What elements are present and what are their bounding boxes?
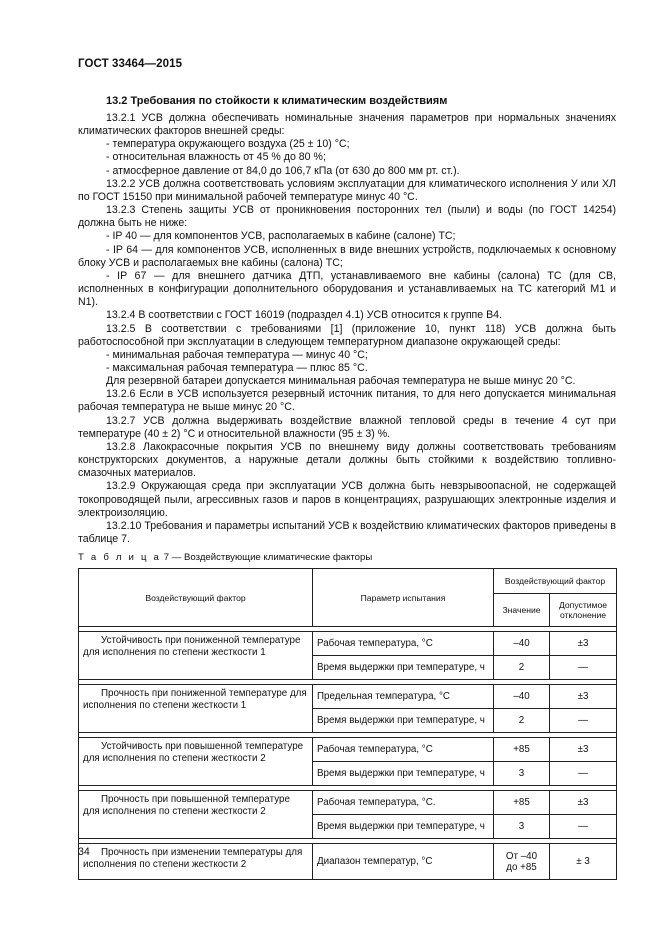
header-tolerance: Допустимое отклонение bbox=[550, 594, 617, 627]
table-caption bbox=[78, 552, 372, 563]
tolerance-cell: — bbox=[550, 709, 617, 733]
header-value: Значение bbox=[494, 594, 550, 627]
tolerance-cell: ±3 bbox=[550, 632, 617, 656]
paragraph: 13.2.1 УСВ должна обеспечивать номинальные значения параметров при нормальных значениях климатических факторов внешней среды: bbox=[78, 112, 616, 138]
value-cell: 3 bbox=[494, 815, 550, 839]
tolerance-cell: — bbox=[550, 762, 617, 786]
list-item: - относительная влажность от 45 % до 80 %; bbox=[106, 151, 326, 164]
parameter-cell: Рабочая температура, °С. bbox=[313, 791, 494, 815]
table-caption-label: Т а б л и ц а bbox=[78, 552, 162, 563]
climate-factors-table bbox=[78, 568, 617, 880]
factor-cell: Прочность при пониженной температуре для исполнения по степени жесткости 1 bbox=[79, 685, 313, 733]
value-cell: +85 bbox=[494, 791, 550, 815]
paragraph: 13.2.6 Если в УСВ используется резервный источник питания, то для него допускается минимальная рабочая температура не выше минус 20 °С. bbox=[78, 388, 616, 414]
paragraph: 13.2.9 Окружающая среда при эксплуатации УСВ должна быть невзрывоопасной, не содержащей токопроводящей пыли, агрессивных газов и паров в концентрациях, разрушающих электронные изделия и электроизоляцию. bbox=[78, 480, 616, 519]
paragraph: 13.2.8 Лакокрасочные покрытия УСВ по внешнему виду должны соответствовать требованиям конструкторских документов, а наружные детали должны быть стойкими к воздействию топливно-смазочных материалов. bbox=[78, 440, 616, 480]
header-parameter: Параметр испытания bbox=[313, 569, 494, 627]
factor-cell: Устойчивость при повышенной температуре для исполнения по степени жесткости 2 bbox=[79, 738, 313, 786]
body-text bbox=[78, 112, 616, 546]
parameter-cell: Время выдержки при температуре, ч bbox=[313, 656, 494, 680]
paragraph: 13.2.3 Степень защиты УСВ от проникновения посторонних тел (пыли) и воды (по ГОСТ 14254) должна быть не ниже: bbox=[78, 204, 616, 230]
tolerance-cell: ±3 bbox=[550, 791, 617, 815]
value-cell: +85 bbox=[494, 738, 550, 762]
list-item: - максимальная рабочая температура — плюс 85 °С. bbox=[106, 361, 368, 374]
header-factor-group: Воздействующий фактор bbox=[494, 569, 617, 594]
parameter-cell: Время выдержки при температуре, ч bbox=[313, 709, 494, 733]
paragraph: 13.2.4 В соответствии с ГОСТ 16019 (подраздел 4.1) УСВ относится к группе В4. bbox=[106, 309, 503, 322]
tolerance-cell: ± 3 bbox=[550, 844, 617, 880]
factor-cell: Прочность при изменении температуры для исполнения по степени жесткости 2 bbox=[79, 844, 313, 880]
value-cell: От –40 до +85 bbox=[494, 844, 550, 880]
parameter-cell: Время выдержки при температуре, ч bbox=[313, 815, 494, 839]
document-header: ГОСТ 33464—2015 bbox=[78, 58, 183, 70]
parameter-cell: Предельная температура, °С bbox=[313, 685, 494, 709]
list-item: - IP 64 — для компонентов УСВ, исполненных в виде внешних устройств, подключаемых к основному блоку УСВ и располагаемых вне кабины (салона) ТС; bbox=[78, 243, 616, 269]
paragraph: 13.2.5 В соответствии с требованиями [1] (приложение 10, пункт 118) УСВ должна быть работоспособной при эксплуатации в следующем температурном диапазоне окружающей среды: bbox=[78, 322, 616, 348]
value-cell: 2 bbox=[494, 709, 550, 733]
parameter-cell: Диапазон температур, °С bbox=[313, 844, 494, 880]
parameter-cell: Время выдержки при температуре, ч bbox=[313, 762, 494, 786]
value-cell: –40 bbox=[494, 632, 550, 656]
tolerance-cell: — bbox=[550, 815, 617, 839]
list-item: - IP 67 — для внешнего датчика ДТП, устанавливаемого вне кабины (салона) ТС (для СВ, исполненных в конфигурации дополнительного оборудования и устанавливаемых на ТС категорий М1 и N1). bbox=[78, 269, 616, 309]
page-number: 34 bbox=[78, 846, 90, 858]
tolerance-cell: ±3 bbox=[550, 685, 617, 709]
list-item: - IP 40 — для компонентов УСВ, располагаемых в кабине (салоне) ТС; bbox=[106, 230, 456, 243]
parameter-cell: Рабочая температура, °С bbox=[313, 632, 494, 656]
value-cell: 2 bbox=[494, 656, 550, 680]
tolerance-cell: — bbox=[550, 656, 617, 680]
list-item: - температура окружающего воздуха (25 ± 10) °С; bbox=[106, 138, 350, 151]
section-title: 13.2 Требования по стойкости к климатическим воздействиям bbox=[106, 95, 448, 107]
value-cell: –40 bbox=[494, 685, 550, 709]
factor-cell: Устойчивость при пониженной температуре для исполнения по степени жесткости 1 bbox=[79, 632, 313, 680]
list-item: - атмосферное давление от 84,0 до 106,7 кПа (от 630 до 800 мм рт. ст.). bbox=[106, 164, 460, 177]
factor-cell: Прочность при повышенной температуре для исполнения по степени жесткости 2 bbox=[79, 791, 313, 839]
paragraph: Для резервной батареи допускается минимальная рабочая температура не выше минус 20 °С. bbox=[106, 375, 576, 388]
table-caption-text: 7 — Воздействующие климатические факторы bbox=[161, 552, 373, 563]
tolerance-cell: ±3 bbox=[550, 738, 617, 762]
paragraph: 13.2.7 УСВ должна выдерживать воздействие влажной тепловой среды в течение 4 сут при температуре (40 ± 2) °С и относительной влажности (95 ± 3) %. bbox=[78, 414, 616, 440]
paragraph: 13.2.2 УСВ должна соответствовать условиям эксплуатации для климатического исполнения У или ХЛ по ГОСТ 15150 при минимальной рабочей температуре минус 40 °С. bbox=[78, 177, 616, 203]
parameter-cell: Рабочая температура, °С bbox=[313, 738, 494, 762]
list-item: - минимальная рабочая температура — минус 40 °С; bbox=[106, 348, 368, 361]
header-factor: Воздействующий фактор bbox=[79, 569, 313, 627]
value-cell: 3 bbox=[494, 762, 550, 786]
paragraph: 13.2.10 Требования и параметры испытаний УСВ к воздействию климатических факторов приведены в таблице 7. bbox=[78, 519, 616, 545]
